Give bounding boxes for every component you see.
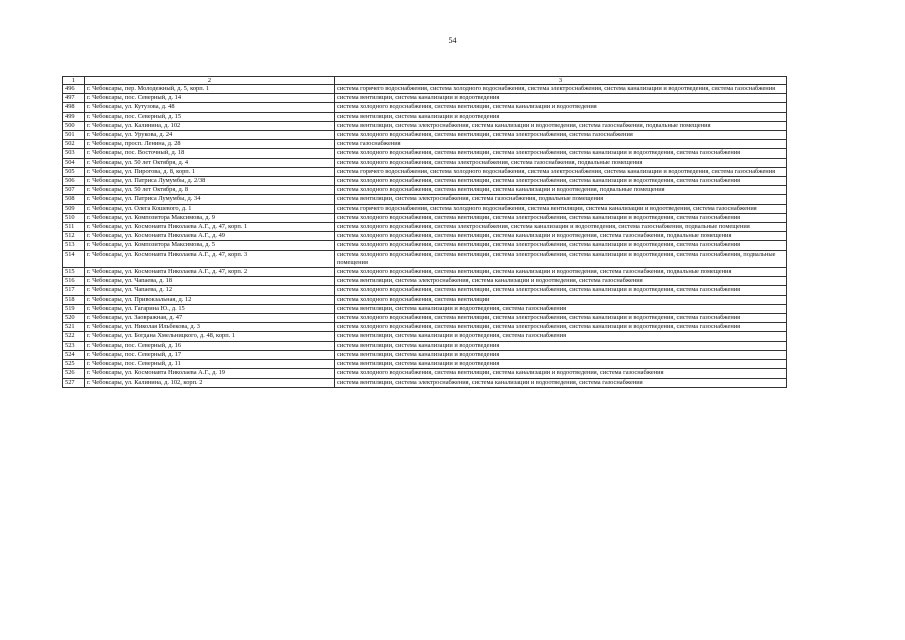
systems-cell: система холодного водоснабжения, система электроснабжения, система канализации и водоотведения, система газоснабжения, подвальные помещения <box>335 223 787 232</box>
buildings-table <box>62 76 787 388</box>
systems-cell: система холодного водоснабжения, система вентиляции, система канализации и водоотведения, подвальные помещения <box>335 186 787 195</box>
systems-cell: система горячего водоснабжения, система холодного водоснабжения, система электроснабжения, система канализации и водоотведения, система газоснабжения <box>335 167 787 176</box>
address-cell: г. Чебоксары, ул. Николая Ильбекова, д. 3 <box>85 323 335 332</box>
address-cell: г. Чебоксары, пос. Северный, д. 17 <box>85 350 335 359</box>
table-row <box>63 158 787 167</box>
systems-cell: система холодного водоснабжения, система вентиляции, система электроснабжения, система канализации и водоотведения, система газоснабжения <box>335 323 787 332</box>
row-number-cell: 508 <box>63 195 85 204</box>
table-row <box>63 94 787 103</box>
systems-cell: система холодного водоснабжения, система вентиляции, система электроснабжения, система канализации и водоотведения, система газоснабжения <box>335 213 787 222</box>
row-number-cell: 511 <box>63 223 85 232</box>
systems-cell: система холодного водоснабжения, система вентиляции, система электроснабжения, система канализации и водоотведения, система газоснабжения <box>335 149 787 158</box>
row-number-cell: 523 <box>63 341 85 350</box>
row-number-cell: 501 <box>63 131 85 140</box>
address-cell: г. Чебоксары, ул. Урукова, д. 24 <box>85 131 335 140</box>
row-number-cell: 503 <box>63 149 85 158</box>
table-row <box>63 360 787 369</box>
address-cell: г. Чебоксары, ул. Космонавта Николаева А.Г., д. 47, корп. 2 <box>85 268 335 277</box>
address-cell: г. Чебоксары, пос. Восточный, д. 18 <box>85 149 335 158</box>
row-number-cell: 496 <box>63 85 85 94</box>
row-number-cell: 507 <box>63 186 85 195</box>
address-cell: г. Чебоксары, ул. Космонавта Николаева А.Г., д. 19 <box>85 369 335 378</box>
row-number-cell: 505 <box>63 167 85 176</box>
row-number-cell: 522 <box>63 332 85 341</box>
table-row <box>63 268 787 277</box>
address-cell: г. Чебоксары, ул. Привокзальная, д. 12 <box>85 295 335 304</box>
column-header: 2 <box>85 77 335 85</box>
table-row <box>63 304 787 313</box>
address-cell: г. Чебоксары, ул. Космонавта Николаева А.Г., д. 49 <box>85 232 335 241</box>
row-number-cell: 498 <box>63 103 85 112</box>
address-cell: г. Чебоксары, пос. Северный, д. 11 <box>85 360 335 369</box>
table-row <box>63 378 787 387</box>
table-row <box>63 232 787 241</box>
systems-cell: система вентиляции, система канализации и водоотведения <box>335 360 787 369</box>
systems-cell: система газоснабжения <box>335 140 787 149</box>
address-cell: г. Чебоксары, ул. Чапаева, д. 18 <box>85 277 335 286</box>
systems-cell: система холодного водоснабжения, система вентиляции, система канализации и водоотведения <box>335 103 787 112</box>
table-row <box>63 286 787 295</box>
systems-cell: система холодного водоснабжения, система вентиляции, система канализации и водоотведения, система газоснабжения <box>335 369 787 378</box>
row-number-cell: 509 <box>63 204 85 213</box>
systems-cell: система вентиляции, система канализации и водоотведения <box>335 341 787 350</box>
table-row <box>63 140 787 149</box>
address-cell: г. Чебоксары, ул. Калинина, д. 102, корп. 2 <box>85 378 335 387</box>
table-row <box>63 85 787 94</box>
table-header-row <box>63 77 787 85</box>
column-header: 1 <box>63 77 85 85</box>
table-row <box>63 223 787 232</box>
systems-cell: система холодного водоснабжения, система вентиляции, система электроснабжения, система канализации и водоотведения, система газоснабжения <box>335 177 787 186</box>
table-row <box>63 186 787 195</box>
row-number-cell: 502 <box>63 140 85 149</box>
systems-cell: система холодного водоснабжения, система электроснабжения, система газоснабжения, подвальные помещения <box>335 158 787 167</box>
row-number-cell: 525 <box>63 360 85 369</box>
address-cell: г. Чебоксары, ул. 50 лет Октября, д. 8 <box>85 186 335 195</box>
row-number-cell: 524 <box>63 350 85 359</box>
systems-cell: система холодного водоснабжения, система вентиляции, система электроснабжения, система канализации и водоотведения, система газоснабжения <box>335 314 787 323</box>
address-cell: г. Чебоксары, ул. Олега Кошевого, д. 1 <box>85 204 335 213</box>
address-cell: г. Чебоксары, ул. Патриса Лумумбы, д. 34 <box>85 195 335 204</box>
systems-cell: система вентиляции, система канализации и водоотведения, система газоснабжения <box>335 304 787 313</box>
table-row <box>63 213 787 222</box>
address-cell: г. Чебоксары, пер. Молодежный, д. 5, корп. 1 <box>85 85 335 94</box>
row-number-cell: 520 <box>63 314 85 323</box>
address-cell: г. Чебоксары, ул. Богдана Хмельницкого, д. 48, корп. 1 <box>85 332 335 341</box>
address-cell: г. Чебоксары, пос. Северный, д. 16 <box>85 341 335 350</box>
systems-cell: система холодного водоснабжения, система вентиляции, система канализации и водоотведения, система газоснабжения, подвальные помещения <box>335 268 787 277</box>
address-cell: г. Чебоксары, пос. Северный, д. 14 <box>85 94 335 103</box>
table-row <box>63 167 787 176</box>
address-cell: г. Чебоксары, ул. 50 лет Октября, д. 4 <box>85 158 335 167</box>
address-cell: г. Чебоксары, ул. Пирогова, д. 8, корп. 1 <box>85 167 335 176</box>
row-number-cell: 527 <box>63 378 85 387</box>
column-header: 3 <box>335 77 787 85</box>
table-row <box>63 250 787 267</box>
systems-cell: система горячего водоснабжения, система холодного водоснабжения, система электроснабжения, система канализации и водоотведения, система газоснабжения <box>335 85 787 94</box>
address-cell: г. Чебоксары, ул. Космонавта Николаева А.Г., д. 47, корп. 1 <box>85 223 335 232</box>
table-row <box>63 204 787 213</box>
address-cell: г. Чебоксары, ул. Калинина, д. 102 <box>85 121 335 130</box>
row-number-cell: 521 <box>63 323 85 332</box>
address-cell: г. Чебоксары, ул. Чапаева, д. 12 <box>85 286 335 295</box>
table-row <box>63 295 787 304</box>
table-row <box>63 314 787 323</box>
table-row <box>63 277 787 286</box>
table-row <box>63 195 787 204</box>
address-cell: г. Чебоксары, ул. Космонавта Николаева А.Г., д. 47, корп. 3 <box>85 250 335 267</box>
table-body <box>63 85 787 388</box>
row-number-cell: 512 <box>63 232 85 241</box>
row-number-cell: 500 <box>63 121 85 130</box>
systems-cell: система вентиляции, система канализации и водоотведения <box>335 112 787 121</box>
systems-cell: система вентиляции, система электроснабжения, система канализации и водоотведения, система газоснабжения <box>335 277 787 286</box>
table-row <box>63 121 787 130</box>
address-cell: г. Чебоксары, просп. Ленина, д. 28 <box>85 140 335 149</box>
table-row <box>63 241 787 250</box>
systems-cell: система холодного водоснабжения, система вентиляции, система электроснабжения, система канализации и водоотведения, система газоснабжения <box>335 241 787 250</box>
systems-cell: система холодного водоснабжения, система вентиляции, система электроснабжения, система канализации и водоотведения, система газоснабжения <box>335 286 787 295</box>
table-row <box>63 369 787 378</box>
table-row <box>63 103 787 112</box>
systems-cell: система холодного водоснабжения, система вентиляции <box>335 295 787 304</box>
systems-cell: система вентиляции, система канализации и водоотведения <box>335 350 787 359</box>
table-row <box>63 177 787 186</box>
systems-cell: система вентиляции, система канализации и водоотведения <box>335 94 787 103</box>
row-number-cell: 499 <box>63 112 85 121</box>
systems-cell: система вентиляции, система канализации и водоотведения, система газоснабжения <box>335 332 787 341</box>
table-row <box>63 323 787 332</box>
table-row <box>63 112 787 121</box>
row-number-cell: 517 <box>63 286 85 295</box>
row-number-cell: 526 <box>63 369 85 378</box>
row-number-cell: 515 <box>63 268 85 277</box>
row-number-cell: 504 <box>63 158 85 167</box>
table-row <box>63 341 787 350</box>
address-cell: г. Чебоксары, ул. Композитора Максимова, д. 5 <box>85 241 335 250</box>
address-cell: г. Чебоксары, ул. Заовражная, д. 47 <box>85 314 335 323</box>
row-number-cell: 497 <box>63 94 85 103</box>
address-cell: г. Чебоксары, ул. Гагарина Ю., д. 15 <box>85 304 335 313</box>
table-row <box>63 332 787 341</box>
address-cell: г. Чебоксары, ул. Патриса Лумумбы, д. 2/38 <box>85 177 335 186</box>
address-cell: г. Чебоксары, ул. Композитора Максимова, д. 9 <box>85 213 335 222</box>
row-number-cell: 506 <box>63 177 85 186</box>
row-number-cell: 510 <box>63 213 85 222</box>
page-number: 54 <box>448 36 457 45</box>
row-number-cell: 513 <box>63 241 85 250</box>
systems-cell: система холодного водоснабжения, система вентиляции, система электроснабжения, система канализации и водоотведения, система газоснабжения, подвальные помещения <box>335 250 787 267</box>
row-number-cell: 516 <box>63 277 85 286</box>
systems-cell: система горячего водоснабжения, система холодного водоснабжения, система вентиляции, система канализации и водоотведения, система газоснабжения <box>335 204 787 213</box>
table-row <box>63 131 787 140</box>
systems-cell: система холодного водоснабжения, система вентиляции, система электроснабжения, система газоснабжения <box>335 131 787 140</box>
row-number-cell: 519 <box>63 304 85 313</box>
address-cell: г. Чебоксары, ул. Кутузова, д. 48 <box>85 103 335 112</box>
systems-cell: система холодного водоснабжения, система вентиляции, система канализации и водоотведения, система газоснабжения, подвальные помещения <box>335 232 787 241</box>
table-row <box>63 350 787 359</box>
systems-cell: система вентиляции, система электроснабжения, система канализации и водоотведения, система газоснабжения, подвальные помещения <box>335 121 787 130</box>
table-row <box>63 149 787 158</box>
row-number-cell: 518 <box>63 295 85 304</box>
address-cell: г. Чебоксары, пос. Северный, д. 15 <box>85 112 335 121</box>
systems-cell: система вентиляции, система электроснабжения, система канализации и водоотведения, система газоснабжения <box>335 378 787 387</box>
row-number-cell: 514 <box>63 250 85 267</box>
systems-cell: система вентиляции, система электроснабжения, система газоснабжения, подвальные помещения <box>335 195 787 204</box>
